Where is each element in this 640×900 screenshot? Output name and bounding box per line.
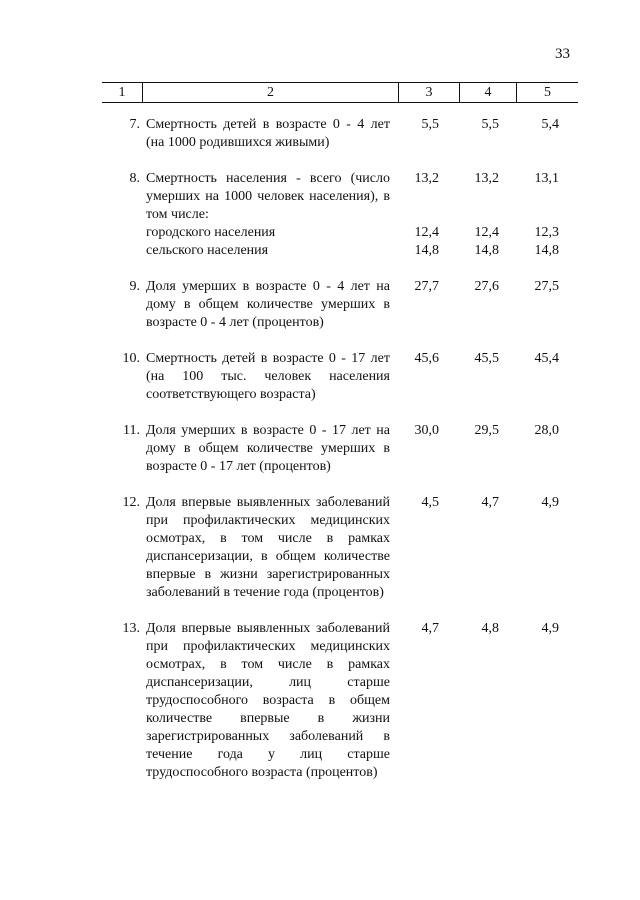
row-label: Доля умерших в возрасте 0 - 17 лет на дому в общем количестве умерших в возрасте 0 - 17 лет (процентов) (146, 423, 390, 474)
row-number: 7. (129, 117, 140, 132)
value-col-3: 45,6 (414, 351, 439, 366)
value-col-5: 28,0 (534, 423, 559, 438)
value-col-5: 4,9 (541, 621, 559, 636)
header-col-4: 4 (460, 83, 517, 102)
row-label: Смертность детей в возрасте 0 - 4 лет (на 1000 родившихся живыми) (146, 117, 390, 150)
value-col-4: 5,5 (481, 117, 499, 132)
table-subrow (0, 224, 640, 242)
row-label: Смертность населения - всего (число умерших на 1000 человек населения), в том числе: (146, 171, 390, 222)
subrow-label: городского населения (146, 225, 276, 240)
value-col-3: 27,7 (414, 279, 439, 294)
value-col-5: 5,4 (541, 117, 559, 132)
value-col-4: 14,8 (474, 243, 499, 258)
header-col-5: 5 (544, 85, 551, 100)
table-row (0, 422, 640, 476)
table-row (0, 494, 640, 602)
value-col-3: 14,8 (414, 243, 439, 258)
value-col-5: 13,1 (534, 171, 559, 186)
row-label: Смертность детей в возрасте 0 - 17 лет (на 100 тыс. человек населения соответствующего возраста) (146, 351, 390, 402)
row-number: 12. (122, 495, 140, 510)
value-col-5: 45,4 (534, 351, 559, 366)
row-label: Доля впервые выявленных заболеваний при профилактических медицинских осмотрах, в том числе в рамках диспансеризации, лиц старше трудоспособного возраста в общем количестве впервые в жизни зарегистрированных заболеваний в течение года у лиц старше трудоспособного возраста (процентов) (146, 621, 390, 780)
value-col-3: 12,4 (414, 225, 439, 240)
table-header (102, 83, 578, 102)
value-col-3: 5,5 (421, 117, 439, 132)
row-number: 10. (122, 351, 140, 366)
value-col-3: 4,5 (421, 495, 439, 510)
value-col-4: 12,4 (474, 225, 499, 240)
table-row (0, 170, 640, 224)
value-col-4: 13,2 (474, 171, 499, 186)
table-row (0, 350, 640, 404)
indicator-table (0, 116, 640, 782)
value-col-4: 45,5 (474, 351, 499, 366)
value-col-5: 14,8 (534, 243, 559, 258)
table-row (0, 116, 640, 152)
row-label: Доля впервые выявленных заболеваний при профилактических медицинских осмотрах, в том числе в рамках диспансеризации, в общем количестве впервые в жизни зарегистрированных заболеваний в течение года (процентов) (146, 495, 390, 600)
value-col-4: 29,5 (474, 423, 499, 438)
value-col-5: 4,9 (541, 495, 559, 510)
table-subrow (0, 242, 640, 260)
row-number: 8. (129, 171, 140, 186)
table-row (0, 278, 640, 332)
header-col-3: 3 (399, 83, 460, 102)
value-col-3: 13,2 (414, 171, 439, 186)
row-number: 9. (129, 279, 140, 294)
page-number: 33 (555, 46, 570, 62)
subrow-label: сельского населения (146, 243, 269, 258)
value-col-5: 12,3 (534, 225, 559, 240)
row-number: 13. (122, 621, 140, 636)
table-row (0, 620, 640, 782)
value-col-3: 30,0 (414, 423, 439, 438)
value-col-4: 27,6 (474, 279, 499, 294)
header-bottom-rule (102, 102, 578, 103)
row-number: 11. (123, 423, 140, 438)
value-col-4: 4,7 (481, 495, 499, 510)
value-col-3: 4,7 (421, 621, 439, 636)
value-col-4: 4,8 (481, 621, 499, 636)
value-col-5: 27,5 (534, 279, 559, 294)
row-label: Доля умерших в возрасте 0 - 4 лет на дому в общем количестве умерших в возрасте 0 - 4 лет (процентов) (146, 279, 390, 330)
header-col-2: 2 (143, 83, 399, 102)
header-col-1: 1 (102, 83, 143, 102)
